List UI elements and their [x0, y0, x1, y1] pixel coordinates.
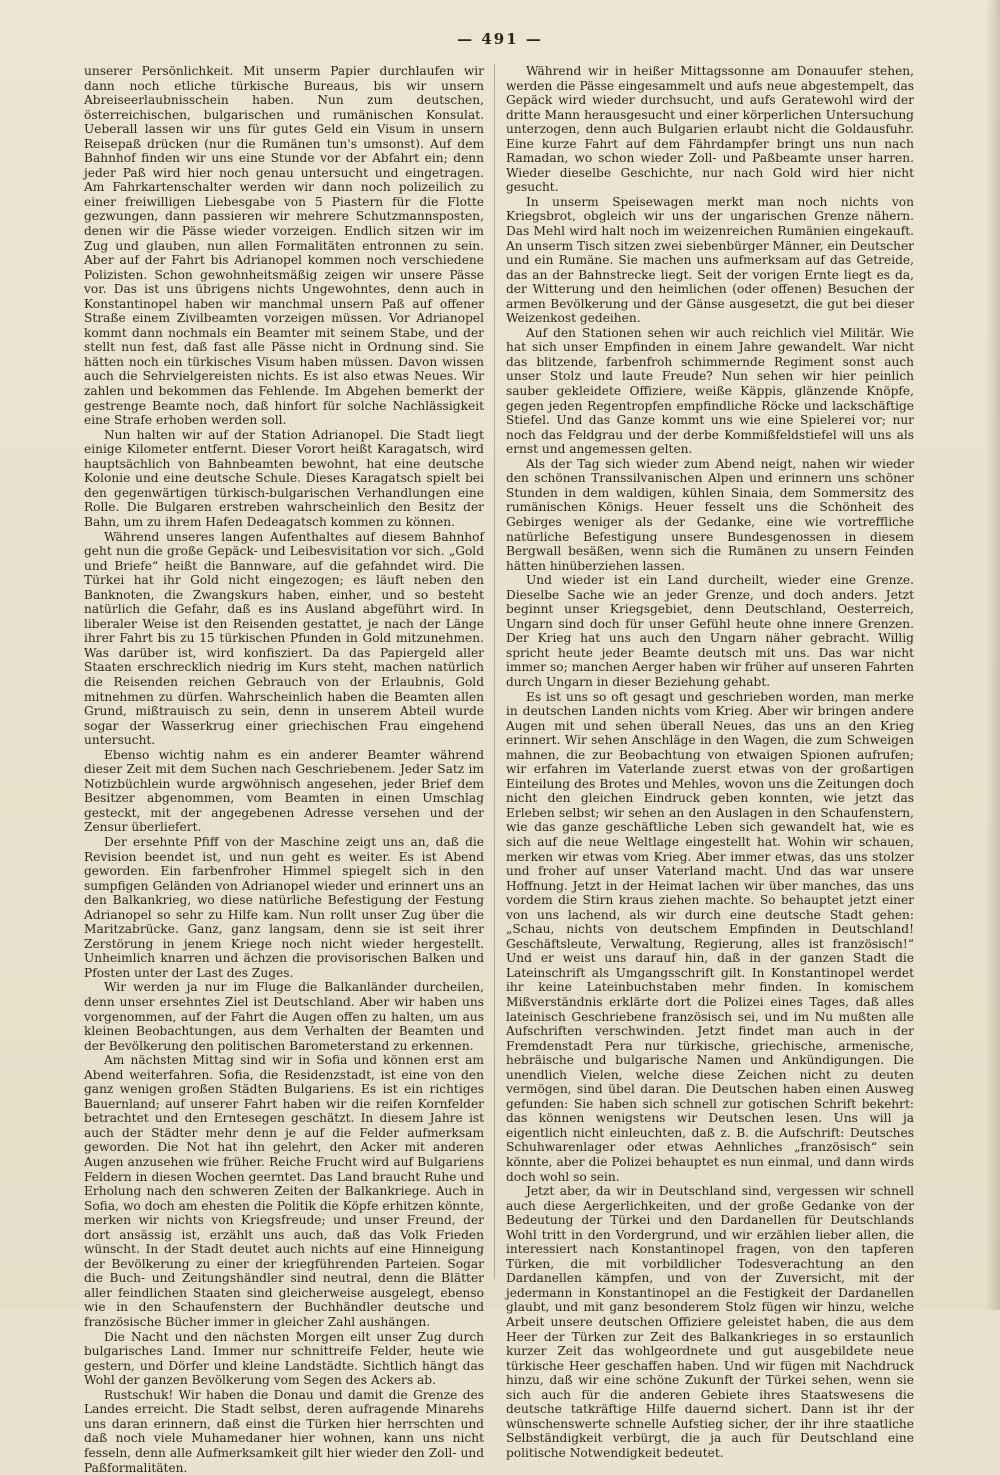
paragraph: Als der Tag sich wieder zum Abend neigt, nahen wir wieder den schönen Transsilvanischen Alpen und erinnern uns schöner Stunden in dem waldigen, kühlen Sinaia, dem Sommersitz des rumänischen Königs. Heuer fesselt uns die Schönheit des Gebirges weniger als der Gedanke, eine wie vortreffliche natürliche Befestigung unsere Bundesgenossen in diesem Bergwall besäßen, wenn sich die Rumänen zu unsern Feinden hätten hinüberziehen lassen.: [506, 456, 914, 573]
page-edge-shadow: [986, 0, 1000, 1310]
paragraph: Während unseres langen Aufenthaltes auf diesem Bahnhof geht nun die große Gepäck- und Leibesvisitation vor sich. „Gold und Briefe“ heißt die Bannware, auf die gefahndet wird. Die Türkei hat ihr Gold nicht eingezogen; es läuft neben den Banknoten, die Zwangskurs haben, einher, und so besteht natürlich die Gefahr, daß es ins Ausland abgeführt wird. In liberaler Weise ist den Reisenden gestattet, je nach der Länge ihrer Fahrt bis zu 15 türkischen Pfunden in Gold mitzunehmen. Was darüber ist, wird konfisziert. Da das Papiergeld aller Staaten erschrecklich niedrig im Kurs steht, machen natürlich die Reisenden reichen Gebrauch von der Erlaubnis, Gold mitnehmen zu dürfen. Wahrscheinlich haben die Beamten allen Grund, mißtrauisch zu sein, denn in unserem Abteil wurde sogar der Wasserkrug einer griechischen Frau eingehend untersucht.: [84, 529, 484, 748]
paragraph: Nun halten wir auf der Station Adrianopel. Die Stadt liegt einige Kilometer entfernt. Dieser Vorort heißt Karagatsch, wird hauptsächlich von Bahnbeamten bewohnt, hat eine deutsche Kolonie und eine deutsche Schule. Dieses Karagatsch spielt bei den gegenwärtigen türkisch-bulgarischen Verhandlungen eine Rolle. Die Bulgaren erstreben wahrscheinlich den Besitz der Bahn, um zu ihrem Hafen Dedeagatsch kommen zu können.: [84, 427, 484, 529]
paragraph: Der ersehnte Pfiff von der Maschine zeigt uns an, daß die Revision beendet ist, und nun geht es weiter. Es ist Abend geworden. Ein farbenfroher Himmel spiegelt sich in den sumpfigen Geländen von Adrianopel wieder und erinnert uns an den Balkankrieg, wo diese natürliche Befestigung der Festung Adrianopel so sehr zu Hilfe kam. Nun rollt unser Zug über die Maritzabrücke. Ganz, ganz langsam, denn sie ist seit ihrer Zerstörung in jenem Kriege noch nicht wieder hergestellt. Unheimlich knarren und ächzen die provisorischen Balken und Pfosten unter der Last des Zuges.: [84, 834, 484, 980]
paragraph: Ebenso wichtig nahm es ein anderer Beamter während dieser Zeit mit dem Suchen nach Geschriebenem. Jeder Satz im Notizbüchlein wurde argwöhnisch angesehen, jeder Brief dem Besitzer abgenommen, vom Beamten in einen Umschlag gesteckt, mit der angegebenen Adresse versehen und der Zensur überliefert.: [84, 747, 484, 835]
paragraph: Am nächsten Mittag sind wir in Sofia und können erst am Abend weiterfahren. Sofia, die Residenzstadt, ist eine von den ganz wenigen großen Städten Bulgariens. Es ist ein richtiges Bauernland; auf unserer Fahrt haben wir die reifen Kornfelder betrachtet und den Erntesegen geschätzt. In diesem Jahre ist auch der Städter mehr denn je auf die Felder aufmerksam geworden. Die Not hat ihn gelehrt, den Acker mit anderen Augen anzusehen wie früher. Reiche Frucht wird auf Bulgariens Feldern in diesen Wochen geerntet. Das Land braucht Ruhe und Erholung nach den schweren Zeiten der Balkankriege. Auch in Sofia, wo doch am ehesten die Politik die Köpfe erhitzen könnte, merken wir nichts von Kriegsfreude; und unser Freund, der dort ansässig ist, erzählt uns auch, daß das Volk Frieden wünscht. In der Stadt deutet auch nichts auf eine Hinneigung der Bevölkerung zu einer der kriegführenden Parteien. Sogar die Buch- und Zeitungshändler sind neutral, denn die Blätter aller feindlichen Staaten sind gleicherweise ausgelegt, ebenso wie in den Schaufenstern der Buchhändler deutsche und französische Bücher immer in gleicher Zahl aushängen.: [84, 1053, 484, 1330]
paragraph: In unserm Speisewagen merkt man noch nichts von Kriegsbrot, obgleich wir uns der ungarischen Grenze nähern. Das Mehl wird halt noch im weizenreichen Rumänien eingekauft. An unserm Tisch sitzen zwei siebenbürger Männer, ein Deutscher und ein Rumäne. Sie machen uns aufmerksam auf das Getreide, das an der Bahnstrecke liegt. Seit der vorigen Ernte liegt es da, der Witterung und den heimlichen (oder offenen) Besuchen der armen Bevölkerung und der Gänse ausgesetzt, die gut bei dieser Weizenkost gedeihen.: [506, 194, 914, 326]
paragraph: Während wir in heißer Mittagssonne am Donauufer stehen, werden die Pässe eingesammelt und aufs neue abgestempelt, das Gepäck wird wieder durchsucht, und aufs Geratewohl wird der dritte Mann herausgesucht und einer körperlichen Untersuchung unterzogen, denn auch Bulgarien erlaubt nicht die Goldausfuhr. Eine kurze Fahrt auf dem Fährdampfer bringt uns nun nach Ramadan, wo schon wieder Zoll- und Paßbeamte unser harren. Wieder dieselbe Geschichte, nur nach Gold wird hier nicht gesucht.: [506, 64, 914, 195]
paragraph: Und wieder ist ein Land durcheilt, wieder eine Grenze. Dieselbe Sache wie an jeder Grenze, und doch anders. Jetzt beginnt unser Kriegsgebiet, denn Deutschland, Oesterreich, Ungarn sind doch für unser Gefühl heute ohne innere Grenzen. Der Krieg hat uns auch den Ungarn näher gebracht. Willig spricht heute jeder Beamte deutsch mit uns. Das war nicht immer so; manchen Aerger haben wir früher auf unseren Fahrten durch Ungarn in dieser Beziehung gehabt.: [506, 573, 914, 689]
text-column-right: [506, 64, 914, 1460]
paragraph: Wir werden ja nur im Fluge die Balkanländer durcheilen, denn unser ersehntes Ziel ist Deutschland. Aber wir haben uns vorgenommen, auf der Fahrt die Augen offen zu halten, um aus kleinen Beobachtungen, aus dem Verhalten der Beamten und der Bevölkerung den politischen Barometerstand zu erkennen.: [84, 980, 484, 1053]
page-number: — 491 —: [457, 30, 543, 48]
paragraph: Es ist uns so oft gesagt und geschrieben worden, man merke in deutschen Landen nichts vom Krieg. Aber wir bringen andere Augen mit und sehen überall Neues, das uns an den Krieg erinnert. Wir sehen Anschläge in den Wagen, die zum Schweigen mahnen, die zur Beobachtung von etwaigen Spionen aufrufen; wir erfahren im Vaterlande zuerst etwas von der großartigen Einteilung des Brotes und Mehles, wovon uns die Zeitungen doch nicht den gleichen Eindruck geben konnten, wie jetzt das Erleben selbst; wir sehen an den Auslagen in den Schaufenstern, wie das ganze geschäftliche Leben sich gewandelt hat, wie es sich auf die neue Weltlage eingestellt hat. Wohin wir schauen, merken wir etwas vom Krieg. Aber immer etwas, das uns stolzer und froher auf unser Vaterland macht. Und das war unsere Hoffnung. Jetzt in der Heimat lachen wir über manches, das uns vordem die Stirn kraus ziehen machte. So behauptet jetzt einer von uns lachend, als wir durch eine deutsche Stadt gehen: „Schau, nichts von deutschem Empfinden in Deutschland! Geschäftsleute, Verwaltung, Regierung, alles ist französisch!“ Und er weist uns darauf hin, daß in der ganzen Stadt die Lateinschrift als Umgangsschrift gilt. In Konstantinopel werdet ihr keine Lateinbuchstaben mehr finden. In komischem Mißverständnis erklärte dort die Polizei eines Tages, daß alles lateinisch Geschriebene französisch sei, und im Nu mußten alle Aufschriften verschwinden. Jetzt findet man auch in der Fremdenstadt Pera nur türkische, griechische, armenische, hebräische und bulgarische Namen und Ankündigungen. Die unendlich Vielen, welche diese Zeichen nicht zu deuten vermögen, sind übel daran. Die Deutschen haben einen Ausweg gefunden: Sie haben sich schnell zur gotischen Schrift bekehrt: das können wenigstens wir Deutschen lesen. Uns will ja eigentlich nicht einleuchten, daß z. B. die Aufschrift: Deutsches Schuhwarenlager oder etwas Aehnliches „französisch“ sein könnte, aber die Polizei behauptet es nun einmal, und dann wirds doch wohl so sein.: [506, 689, 914, 1184]
paragraph: Die Nacht und den nächsten Morgen eilt unser Zug durch bulgarisches Land. Immer nur schnittreife Felder, heute wie gestern, und Dörfer und kleine Landstädte. Sichtlich hängt das Wohl der ganzen Bevölkerung vom Segen des Ackers ab.: [84, 1329, 484, 1388]
paragraph: Jetzt aber, da wir in Deutschland sind, vergessen wir schnell auch diese Aergerlichkeiten, und der große Gedanke von der Bedeutung der Türkei und den Dardanellen für Deutschlands Wohl tritt in den Vordergrund, und wir erzählen lieber allen, die interessiert nach Konstantinopel fragen, von den tapferen Türken, die mit vorbildlicher Todesverachtung an den Dardanellen kämpfen, und von der Zuversicht, mit der jedermann in Konstantinopel an die Festigkeit der Dardanellen glaubt, und mit ganz besonderem Stolz fügen wir hinzu, welche Arbeit unsere deutschen Offiziere geleistet haben, die aus dem Heer der Türken zur Zeit des Balkankrieges in so erstaunlich kurzer Zeit das wohlgeordnete und gut ausgebildete neue türkische Heer geschaffen haben. Und wir fügen mit Nachdruck hinzu, daß wir eine schöne Zukunft der Türkei sehen, wenn sie sich auch für die anderen Gebiete ihres Staatswesens die deutsche tatkräftige Hilfe dauernd sichert. Dann ist ihr der wünschenswerte schnelle Aufstieg sicher, der ihr ihre staatliche Selbständigkeit verbürgt, die ja auch für Deutschland eine politische Notwendigkeit bedeutet.: [506, 1184, 914, 1460]
text-column-left: [84, 64, 484, 1475]
paragraph: Rustschuk! Wir haben die Donau und damit die Grenze des Landes erreicht. Die Stadt selbst, deren aufragende Minarehs uns daran erinnern, daß einst die Türken hier herrschten und daß noch viele Muhamedaner hier wohnen, kann uns nicht fesseln, denn alle Aufmerksamkeit gilt hier wieder den Zoll- und Paßformalitäten.: [84, 1387, 484, 1475]
paragraph: Auf den Stationen sehen wir auch reichlich viel Militär. Wie hat sich unser Empfinden in einem Jahre gewandelt. War nicht das blitzende, farbenfroh schimmernde Regiment sonst auch unser Stolz und laute Freude? Nun sehen wir hier peinlich sauber gekleidete Offiziere, weiße Käppis, glänzende Knöpfe, gegen jeden Regentropfen empfindliche Röcke und lackschäftige Stiefel. Und das Ganze kommt uns wie eine Spielerei vor; nur noch das Feldgrau und der derbe Kommißfeldstiefel will uns als ernst und angemessen gelten.: [506, 325, 914, 457]
paragraph: unserer Persönlichkeit. Mit unserm Papier durchlaufen wir dann noch etliche türkische Bureaus, bis wir unsern Abreiseerlaubnisschein haben. Nun zum deutschen, österreichischen, bulgarischen und rumänischen Konsulat. Ueberall lassen wir uns für gutes Geld ein Visum in unsern Reisepaß drücken (nur die Rumänen tun's umsonst). Auf dem Bahnhof finden wir uns eine Stunde vor der Abfahrt ein; denn jeder Paß wird hier noch genau untersucht und eingetragen. Am Fahrkartenschalter werden wir dann noch polizeilich zu einer freiwilligen Liebesgabe von 5 Piastern für die Flotte gezwungen, dann passieren wir mehrere Schutzmannsposten, denen wir die Pässe wieder vorzeigen. Endlich sitzen wir im Zug und glauben, nun allen Formalitäten entronnen zu sein. Aber auf der Fahrt bis Adrianopel kommen noch verschiedene Polizisten. Schon gewohnheitsmäßig zeigen wir unsere Pässe vor. Das ist uns übrigens nichts Ungewohntes, denn auch in Konstantinopel haben wir manchmal unsern Paß auf offener Straße einem Zivilbeamten vorzeigen müssen. Vor Adrianopel kommt dann nochmals ein Beamter mit seinem Stabe, und der stellt nun fest, daß fast alle Pässe nicht in Ordnung sind. Sie hätten noch ein türkisches Visum haben müssen. Davon wissen auch die Sehrvielgereisten nichts. Es ist also etwas Neues. Wir zahlen und bekommen das Fehlende. Im Abgehen bemerkt der gestrenge Beamte noch, daß hinfort für solche Nachlässigkeit eine Strafe erhoben werden soll.: [84, 64, 484, 428]
column-divider: [494, 64, 495, 1279]
